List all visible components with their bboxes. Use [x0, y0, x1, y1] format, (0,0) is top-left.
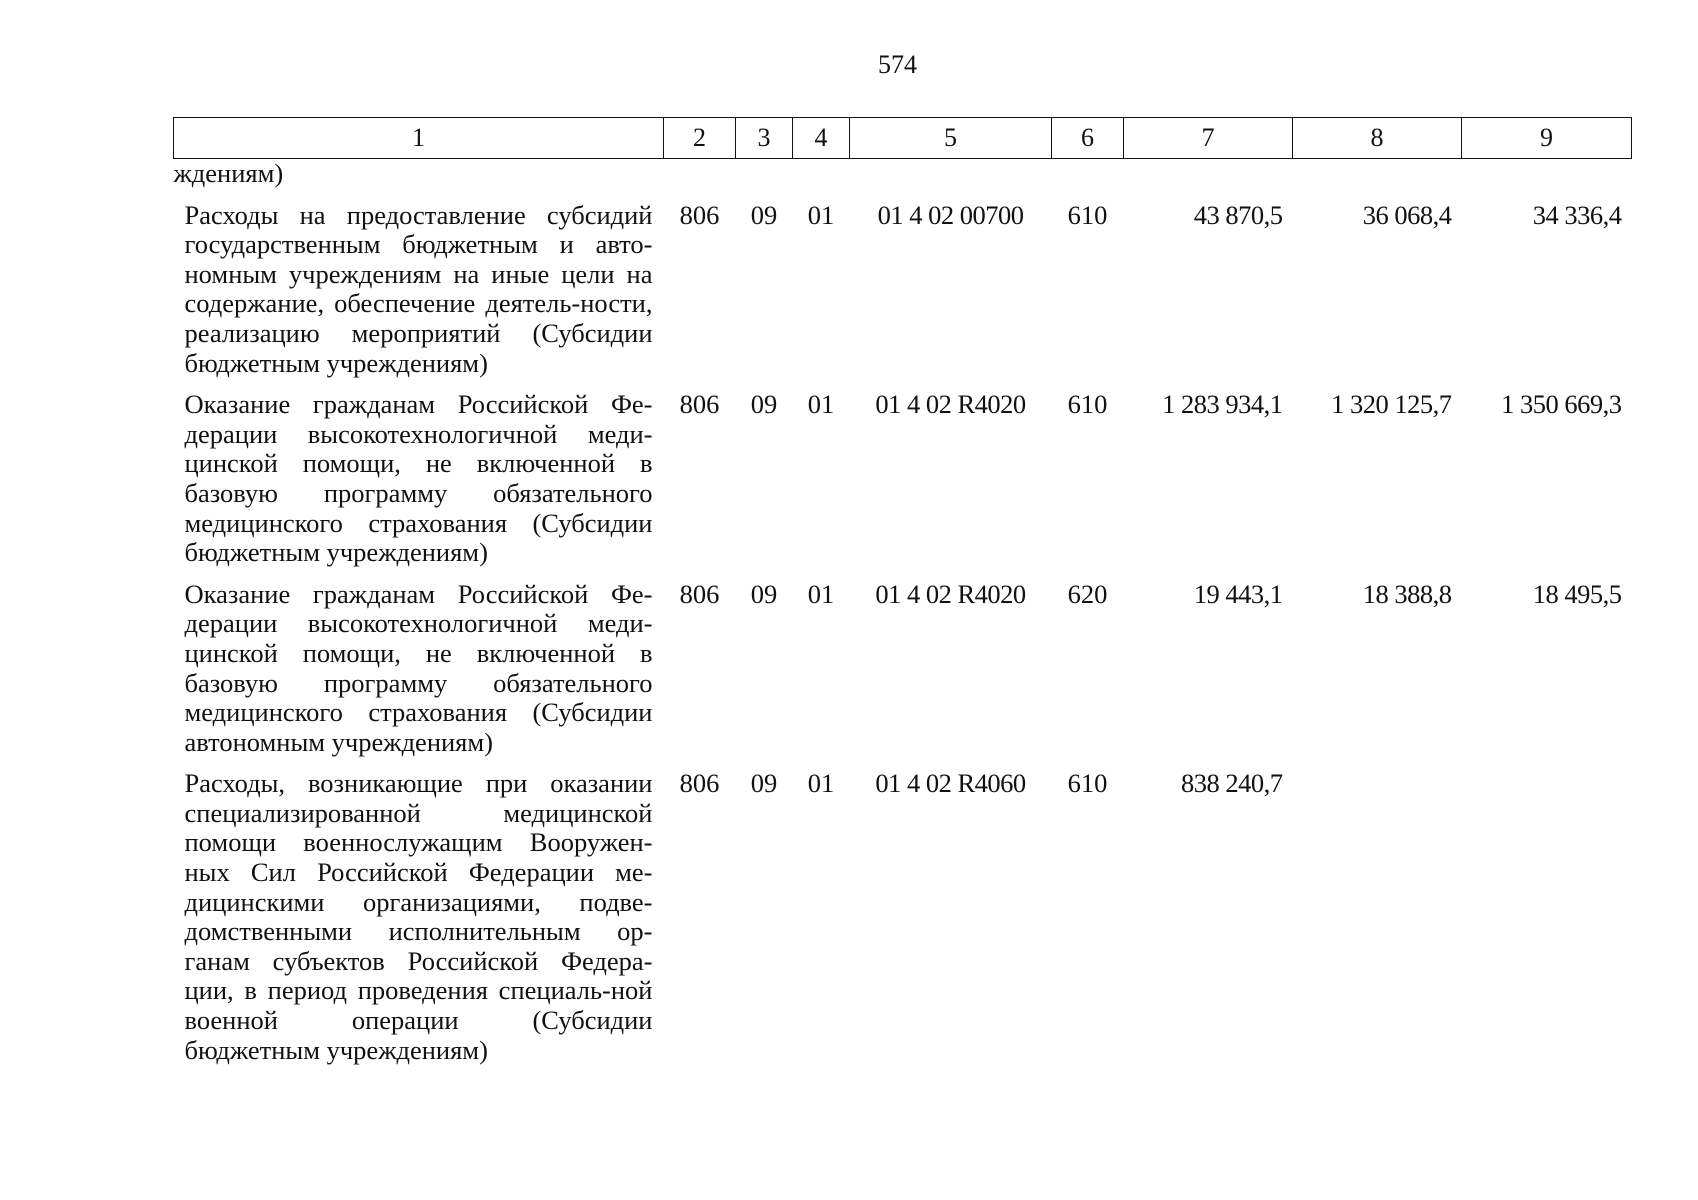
page-number: 574 [878, 50, 917, 79]
target-article-code: 01 4 02 00700 [877, 199, 1024, 230]
table-row [174, 201, 1632, 391]
expense-type-code: 620 [1067, 578, 1108, 609]
budget-table [173, 117, 1632, 1077]
continuation-row [174, 159, 1632, 201]
ministry-code: 806 [679, 389, 720, 420]
continuation-text: ждениям) [173, 158, 284, 188]
section-code: 09 [750, 578, 778, 609]
column-header-8: 8 [1293, 118, 1462, 159]
row-description: Расходы, возникающие при оказании специализированной медицинской помощи военнослужащим Вооружен-ных Сил Российской Федерации ме-дицинскими организациями, подве-домственными исполнительным ор-ганам субъектов Российской Федера-ции, в период проведения специаль-ной военной операции (Субсидии бюджетным учреждениям) [184, 768, 653, 1065]
section-code: 09 [750, 768, 778, 799]
amount-col9: 18 495,5 [1532, 578, 1622, 609]
row-description: Оказание гражданам Российской Фе-дерации высокотехнологичной меди-цинской помощи, не включенной в базовую программу обязательного медицинского страхования (Субсидии бюджетным учреждениям) [184, 389, 653, 568]
header-row [174, 118, 1632, 159]
column-header-1: 1 [174, 118, 664, 159]
amount-col8: 1 320 125,7 [1331, 389, 1452, 420]
amount-col7: 1 283 934,1 [1162, 389, 1283, 420]
table-header [174, 118, 1632, 159]
table-row [174, 580, 1632, 770]
column-header-4: 4 [793, 118, 850, 159]
column-header-7: 7 [1124, 118, 1293, 159]
amount-col7: 19 443,1 [1193, 578, 1283, 609]
column-header-3: 3 [736, 118, 793, 159]
target-article-code: 01 4 02 R4020 [875, 389, 1026, 420]
subsection-code: 01 [807, 199, 835, 230]
amount-col9 [1462, 769, 1632, 1077]
section-code: 09 [750, 199, 778, 230]
expense-type-code: 610 [1067, 199, 1108, 230]
ministry-code: 806 [679, 768, 720, 799]
column-header-6: 6 [1052, 118, 1124, 159]
amount-col9: 1 350 669,3 [1501, 389, 1622, 420]
expense-type-code: 610 [1067, 389, 1108, 420]
column-header-5: 5 [850, 118, 1052, 159]
column-header-9: 9 [1462, 118, 1632, 159]
amount-col8: 18 388,8 [1362, 578, 1452, 609]
ministry-code: 806 [679, 199, 720, 230]
amount-col7: 838 240,7 [1181, 768, 1283, 799]
amount-col8: 36 068,4 [1362, 199, 1452, 230]
amount-col7: 43 870,5 [1193, 199, 1283, 230]
table-row [174, 769, 1632, 1077]
section-code: 09 [750, 389, 778, 420]
amount-col9: 34 336,4 [1532, 199, 1622, 230]
table-row [174, 390, 1632, 580]
amount-col8 [1293, 769, 1462, 1077]
row-description: Оказание гражданам Российской Фе-дерации высокотехнологичной меди-цинской помощи, не включенной в базовую программу обязательного медицинского страхования (Субсидии автономным учреждениям) [184, 578, 653, 757]
expense-type-code: 610 [1067, 768, 1108, 799]
row-description: Расходы на предоставление субсидий государственным бюджетным и авто-номным учреждениям на иные цели на содержание, обеспечение деятель-ности, реализацию мероприятий (Субсидии бюджетным учреждениям) [184, 199, 653, 378]
table-body [174, 159, 1632, 1078]
target-article-code: 01 4 02 R4020 [875, 578, 1026, 609]
subsection-code: 01 [807, 768, 835, 799]
ministry-code: 806 [679, 578, 720, 609]
subsection-code: 01 [807, 389, 835, 420]
column-header-2: 2 [664, 118, 736, 159]
subsection-code: 01 [807, 578, 835, 609]
target-article-code: 01 4 02 R4060 [875, 768, 1026, 799]
